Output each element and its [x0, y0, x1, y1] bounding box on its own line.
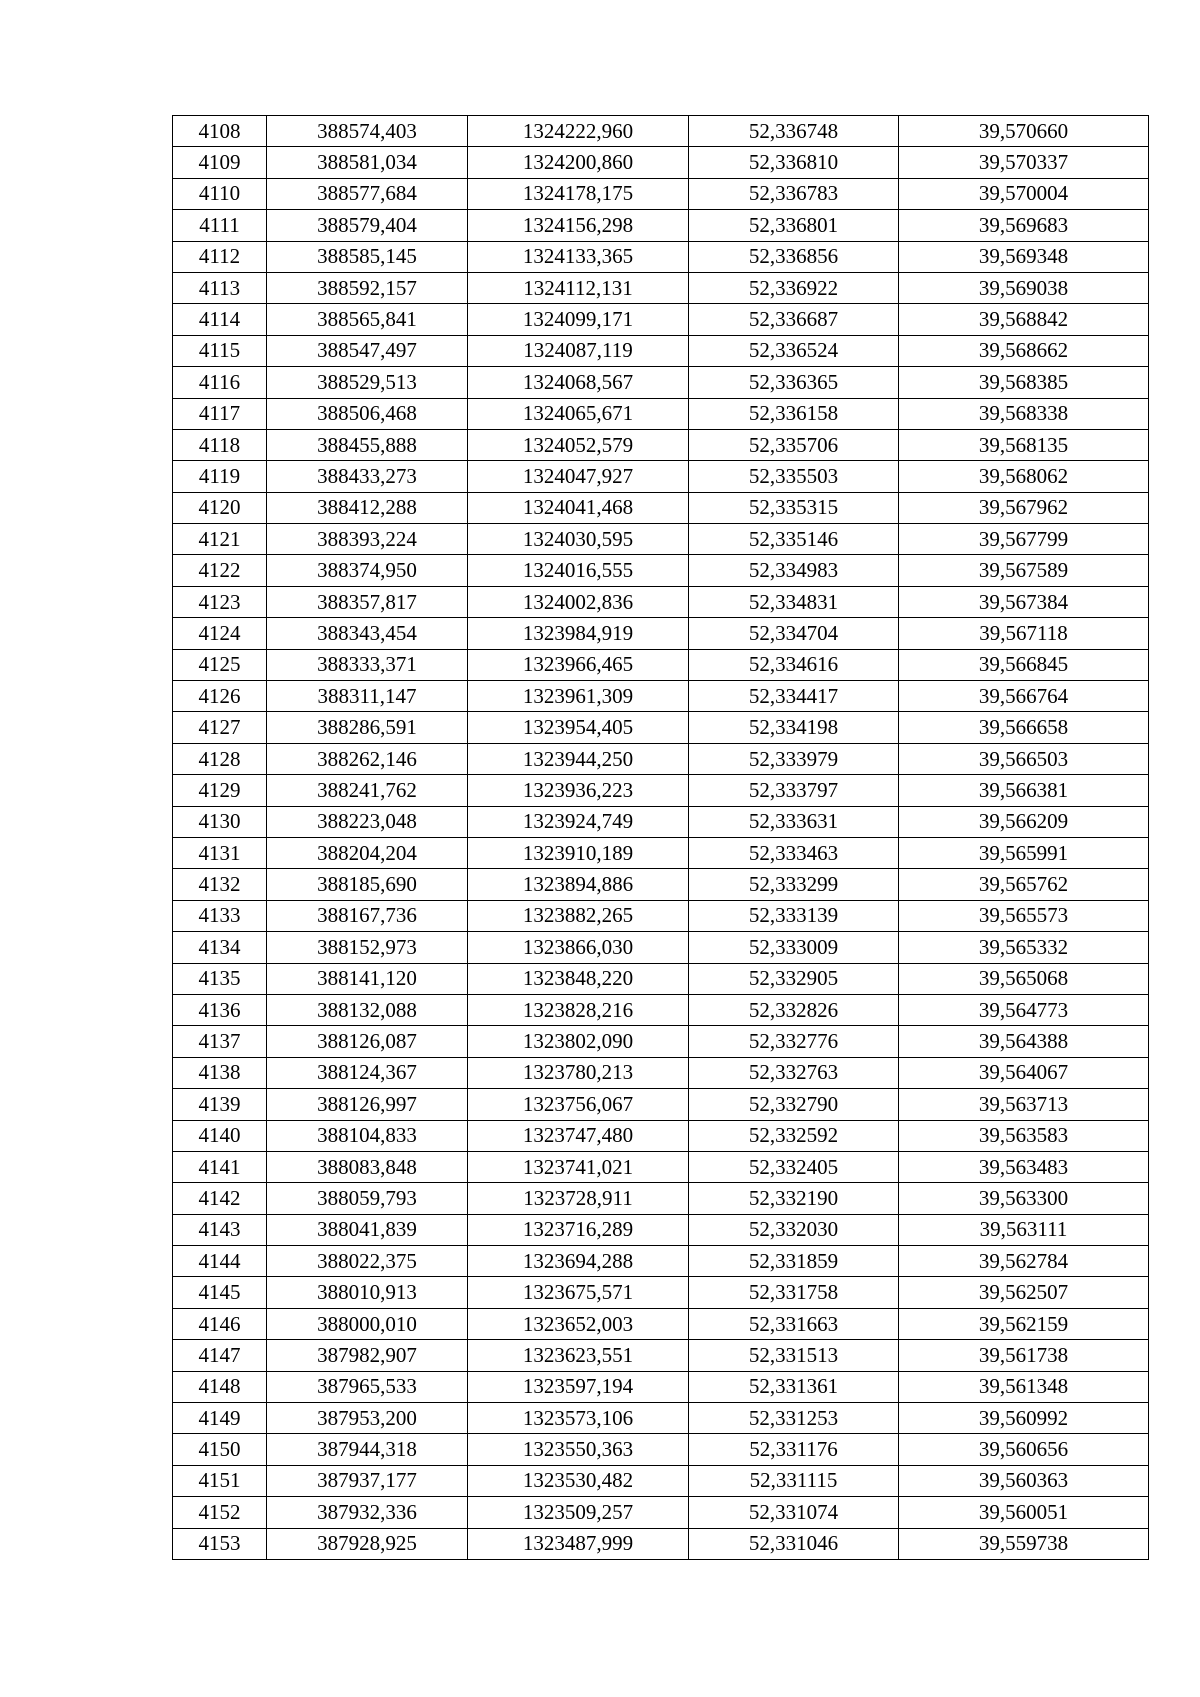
x-coordinate-cell: 388585,145 — [267, 241, 468, 272]
latitude-cell: 52,331663 — [689, 1308, 899, 1339]
y-coordinate-cell: 1323573,106 — [468, 1403, 689, 1434]
y-coordinate-cell: 1323728,911 — [468, 1183, 689, 1214]
y-coordinate-cell: 1324087,119 — [468, 335, 689, 366]
y-coordinate-cell: 1323944,250 — [468, 743, 689, 774]
x-coordinate-cell: 388126,087 — [267, 1026, 468, 1057]
point-number-cell: 4138 — [173, 1057, 267, 1088]
latitude-cell: 52,331115 — [689, 1465, 899, 1496]
point-number-cell: 4150 — [173, 1434, 267, 1465]
y-coordinate-cell: 1323882,265 — [468, 900, 689, 931]
point-number-cell: 4109 — [173, 147, 267, 178]
longitude-cell: 39,562784 — [899, 1246, 1149, 1277]
y-coordinate-cell: 1323910,189 — [468, 837, 689, 868]
x-coordinate-cell: 388104,833 — [267, 1120, 468, 1151]
point-number-cell: 4142 — [173, 1183, 267, 1214]
longitude-cell: 39,566845 — [899, 649, 1149, 680]
table-row — [173, 524, 1149, 555]
x-coordinate-cell: 388262,146 — [267, 743, 468, 774]
point-number-cell: 4113 — [173, 272, 267, 303]
longitude-cell: 39,569683 — [899, 210, 1149, 241]
table-row — [173, 1403, 1149, 1434]
latitude-cell: 52,331859 — [689, 1246, 899, 1277]
latitude-cell: 52,336801 — [689, 210, 899, 241]
y-coordinate-cell: 1324068,567 — [468, 367, 689, 398]
latitude-cell: 52,336687 — [689, 304, 899, 335]
latitude-cell: 52,334704 — [689, 618, 899, 649]
latitude-cell: 52,333299 — [689, 869, 899, 900]
point-number-cell: 4133 — [173, 900, 267, 931]
table-row — [173, 1151, 1149, 1182]
point-number-cell: 4148 — [173, 1371, 267, 1402]
latitude-cell: 52,332592 — [689, 1120, 899, 1151]
longitude-cell: 39,560992 — [899, 1403, 1149, 1434]
longitude-cell: 39,567384 — [899, 586, 1149, 617]
longitude-cell: 39,569348 — [899, 241, 1149, 272]
longitude-cell: 39,563300 — [899, 1183, 1149, 1214]
point-number-cell: 4139 — [173, 1089, 267, 1120]
y-coordinate-cell: 1323597,194 — [468, 1371, 689, 1402]
x-coordinate-cell: 388124,367 — [267, 1057, 468, 1088]
x-coordinate-cell: 388333,371 — [267, 649, 468, 680]
x-coordinate-cell: 388167,736 — [267, 900, 468, 931]
latitude-cell: 52,332030 — [689, 1214, 899, 1245]
x-coordinate-cell: 388357,817 — [267, 586, 468, 617]
longitude-cell: 39,560051 — [899, 1497, 1149, 1528]
table-row — [173, 775, 1149, 806]
table-row — [173, 398, 1149, 429]
x-coordinate-cell: 388547,497 — [267, 335, 468, 366]
coordinates-table — [172, 115, 1149, 1560]
y-coordinate-cell: 1323954,405 — [468, 712, 689, 743]
latitude-cell: 52,336365 — [689, 367, 899, 398]
x-coordinate-cell: 388141,120 — [267, 963, 468, 994]
table-row — [173, 1089, 1149, 1120]
longitude-cell: 39,563713 — [899, 1089, 1149, 1120]
y-coordinate-cell: 1323675,571 — [468, 1277, 689, 1308]
table-row — [173, 681, 1149, 712]
point-number-cell: 4131 — [173, 837, 267, 868]
latitude-cell: 52,334983 — [689, 555, 899, 586]
point-number-cell: 4117 — [173, 398, 267, 429]
x-coordinate-cell: 387928,925 — [267, 1528, 468, 1559]
table-row — [173, 618, 1149, 649]
x-coordinate-cell: 388223,048 — [267, 806, 468, 837]
table-row — [173, 1246, 1149, 1277]
y-coordinate-cell: 1324065,671 — [468, 398, 689, 429]
latitude-cell: 52,331361 — [689, 1371, 899, 1402]
x-coordinate-cell: 388412,288 — [267, 492, 468, 523]
point-number-cell: 4130 — [173, 806, 267, 837]
latitude-cell: 52,336856 — [689, 241, 899, 272]
table-row — [173, 429, 1149, 460]
table-row — [173, 1183, 1149, 1214]
table-row — [173, 900, 1149, 931]
longitude-cell: 39,560656 — [899, 1434, 1149, 1465]
longitude-cell: 39,566209 — [899, 806, 1149, 837]
table-row — [173, 210, 1149, 241]
point-number-cell: 4114 — [173, 304, 267, 335]
table-row — [173, 586, 1149, 617]
table-row — [173, 1277, 1149, 1308]
table-row — [173, 932, 1149, 963]
longitude-cell: 39,567799 — [899, 524, 1149, 555]
longitude-cell: 39,561348 — [899, 1371, 1149, 1402]
point-number-cell: 4115 — [173, 335, 267, 366]
table-row — [173, 806, 1149, 837]
longitude-cell: 39,568385 — [899, 367, 1149, 398]
x-coordinate-cell: 388041,839 — [267, 1214, 468, 1245]
point-number-cell: 4149 — [173, 1403, 267, 1434]
longitude-cell: 39,563483 — [899, 1151, 1149, 1182]
x-coordinate-cell: 388506,468 — [267, 398, 468, 429]
longitude-cell: 39,567118 — [899, 618, 1149, 649]
x-coordinate-cell: 388577,684 — [267, 178, 468, 209]
y-coordinate-cell: 1323756,067 — [468, 1089, 689, 1120]
longitude-cell: 39,560363 — [899, 1465, 1149, 1496]
table-row — [173, 461, 1149, 492]
latitude-cell: 52,335146 — [689, 524, 899, 555]
longitude-cell: 39,568662 — [899, 335, 1149, 366]
y-coordinate-cell: 1323780,213 — [468, 1057, 689, 1088]
longitude-cell: 39,564773 — [899, 994, 1149, 1025]
x-coordinate-cell: 387982,907 — [267, 1340, 468, 1371]
y-coordinate-cell: 1323623,551 — [468, 1340, 689, 1371]
x-coordinate-cell: 388433,273 — [267, 461, 468, 492]
x-coordinate-cell: 387937,177 — [267, 1465, 468, 1496]
longitude-cell: 39,565068 — [899, 963, 1149, 994]
point-number-cell: 4147 — [173, 1340, 267, 1371]
table-row — [173, 1057, 1149, 1088]
x-coordinate-cell: 388152,973 — [267, 932, 468, 963]
y-coordinate-cell: 1324016,555 — [468, 555, 689, 586]
coordinates-table-body — [173, 116, 1149, 1560]
longitude-cell: 39,559738 — [899, 1528, 1149, 1559]
table-row — [173, 335, 1149, 366]
point-number-cell: 4120 — [173, 492, 267, 523]
latitude-cell: 52,332405 — [689, 1151, 899, 1182]
point-number-cell: 4128 — [173, 743, 267, 774]
x-coordinate-cell: 388565,841 — [267, 304, 468, 335]
latitude-cell: 52,333797 — [689, 775, 899, 806]
latitude-cell: 52,336158 — [689, 398, 899, 429]
y-coordinate-cell: 1323509,257 — [468, 1497, 689, 1528]
table-row — [173, 367, 1149, 398]
table-row — [173, 837, 1149, 868]
longitude-cell: 39,567962 — [899, 492, 1149, 523]
latitude-cell: 52,333463 — [689, 837, 899, 868]
y-coordinate-cell: 1323530,482 — [468, 1465, 689, 1496]
point-number-cell: 4135 — [173, 963, 267, 994]
longitude-cell: 39,570337 — [899, 147, 1149, 178]
longitude-cell: 39,566381 — [899, 775, 1149, 806]
point-number-cell: 4145 — [173, 1277, 267, 1308]
y-coordinate-cell: 1323694,288 — [468, 1246, 689, 1277]
point-number-cell: 4116 — [173, 367, 267, 398]
latitude-cell: 52,332190 — [689, 1183, 899, 1214]
y-coordinate-cell: 1324052,579 — [468, 429, 689, 460]
y-coordinate-cell: 1323936,223 — [468, 775, 689, 806]
latitude-cell: 52,336810 — [689, 147, 899, 178]
latitude-cell: 52,332763 — [689, 1057, 899, 1088]
latitude-cell: 52,331513 — [689, 1340, 899, 1371]
latitude-cell: 52,333979 — [689, 743, 899, 774]
y-coordinate-cell: 1324047,927 — [468, 461, 689, 492]
longitude-cell: 39,568842 — [899, 304, 1149, 335]
longitude-cell: 39,562159 — [899, 1308, 1149, 1339]
longitude-cell: 39,565332 — [899, 932, 1149, 963]
y-coordinate-cell: 1324002,836 — [468, 586, 689, 617]
table-row — [173, 116, 1149, 147]
x-coordinate-cell: 388529,513 — [267, 367, 468, 398]
y-coordinate-cell: 1323550,363 — [468, 1434, 689, 1465]
point-number-cell: 4140 — [173, 1120, 267, 1151]
table-row — [173, 649, 1149, 680]
y-coordinate-cell: 1323848,220 — [468, 963, 689, 994]
x-coordinate-cell: 387932,336 — [267, 1497, 468, 1528]
table-row — [173, 304, 1149, 335]
table-row — [173, 994, 1149, 1025]
longitude-cell: 39,566658 — [899, 712, 1149, 743]
longitude-cell: 39,569038 — [899, 272, 1149, 303]
table-row — [173, 1465, 1149, 1496]
y-coordinate-cell: 1324178,175 — [468, 178, 689, 209]
y-coordinate-cell: 1323866,030 — [468, 932, 689, 963]
y-coordinate-cell: 1323966,465 — [468, 649, 689, 680]
point-number-cell: 4141 — [173, 1151, 267, 1182]
x-coordinate-cell: 388083,848 — [267, 1151, 468, 1182]
latitude-cell: 52,334198 — [689, 712, 899, 743]
y-coordinate-cell: 1324133,365 — [468, 241, 689, 272]
point-number-cell: 4144 — [173, 1246, 267, 1277]
longitude-cell: 39,568338 — [899, 398, 1149, 429]
longitude-cell: 39,565573 — [899, 900, 1149, 931]
x-coordinate-cell: 388374,950 — [267, 555, 468, 586]
longitude-cell: 39,563583 — [899, 1120, 1149, 1151]
x-coordinate-cell: 388000,010 — [267, 1308, 468, 1339]
x-coordinate-cell: 388126,997 — [267, 1089, 468, 1120]
latitude-cell: 52,334831 — [689, 586, 899, 617]
point-number-cell: 4152 — [173, 1497, 267, 1528]
y-coordinate-cell: 1324030,595 — [468, 524, 689, 555]
longitude-cell: 39,561738 — [899, 1340, 1149, 1371]
y-coordinate-cell: 1323961,309 — [468, 681, 689, 712]
longitude-cell: 39,566503 — [899, 743, 1149, 774]
point-number-cell: 4129 — [173, 775, 267, 806]
point-number-cell: 4123 — [173, 586, 267, 617]
x-coordinate-cell: 388455,888 — [267, 429, 468, 460]
longitude-cell: 39,570660 — [899, 116, 1149, 147]
latitude-cell: 52,336783 — [689, 178, 899, 209]
latitude-cell: 52,333009 — [689, 932, 899, 963]
point-number-cell: 4111 — [173, 210, 267, 241]
table-row — [173, 1497, 1149, 1528]
point-number-cell: 4137 — [173, 1026, 267, 1057]
y-coordinate-cell: 1324041,468 — [468, 492, 689, 523]
latitude-cell: 52,335503 — [689, 461, 899, 492]
table-row — [173, 555, 1149, 586]
longitude-cell: 39,562507 — [899, 1277, 1149, 1308]
x-coordinate-cell: 388393,224 — [267, 524, 468, 555]
point-number-cell: 4132 — [173, 869, 267, 900]
x-coordinate-cell: 387944,318 — [267, 1434, 468, 1465]
table-row — [173, 178, 1149, 209]
table-row — [173, 1026, 1149, 1057]
table-row — [173, 1214, 1149, 1245]
latitude-cell: 52,336922 — [689, 272, 899, 303]
table-row — [173, 1371, 1149, 1402]
point-number-cell: 4119 — [173, 461, 267, 492]
point-number-cell: 4127 — [173, 712, 267, 743]
table-row — [173, 272, 1149, 303]
point-number-cell: 4136 — [173, 994, 267, 1025]
y-coordinate-cell: 1324156,298 — [468, 210, 689, 241]
latitude-cell: 52,331758 — [689, 1277, 899, 1308]
y-coordinate-cell: 1324112,131 — [468, 272, 689, 303]
point-number-cell: 4110 — [173, 178, 267, 209]
y-coordinate-cell: 1324222,960 — [468, 116, 689, 147]
x-coordinate-cell: 388204,204 — [267, 837, 468, 868]
point-number-cell: 4124 — [173, 618, 267, 649]
point-number-cell: 4125 — [173, 649, 267, 680]
point-number-cell: 4134 — [173, 932, 267, 963]
latitude-cell: 52,332905 — [689, 963, 899, 994]
point-number-cell: 4153 — [173, 1528, 267, 1559]
y-coordinate-cell: 1323747,480 — [468, 1120, 689, 1151]
latitude-cell: 52,331253 — [689, 1403, 899, 1434]
longitude-cell: 39,565762 — [899, 869, 1149, 900]
y-coordinate-cell: 1323894,886 — [468, 869, 689, 900]
x-coordinate-cell: 388241,762 — [267, 775, 468, 806]
longitude-cell: 39,564388 — [899, 1026, 1149, 1057]
table-row — [173, 492, 1149, 523]
longitude-cell: 39,570004 — [899, 178, 1149, 209]
point-number-cell: 4122 — [173, 555, 267, 586]
table-row — [173, 963, 1149, 994]
y-coordinate-cell: 1324200,860 — [468, 147, 689, 178]
longitude-cell: 39,568062 — [899, 461, 1149, 492]
latitude-cell: 52,332790 — [689, 1089, 899, 1120]
x-coordinate-cell: 388574,403 — [267, 116, 468, 147]
table-row — [173, 743, 1149, 774]
longitude-cell: 39,565991 — [899, 837, 1149, 868]
y-coordinate-cell: 1323924,749 — [468, 806, 689, 837]
longitude-cell: 39,564067 — [899, 1057, 1149, 1088]
point-number-cell: 4146 — [173, 1308, 267, 1339]
x-coordinate-cell: 388185,690 — [267, 869, 468, 900]
longitude-cell: 39,563111 — [899, 1214, 1149, 1245]
latitude-cell: 52,336748 — [689, 116, 899, 147]
latitude-cell: 52,333139 — [689, 900, 899, 931]
x-coordinate-cell: 388010,913 — [267, 1277, 468, 1308]
x-coordinate-cell: 388132,088 — [267, 994, 468, 1025]
x-coordinate-cell: 388286,591 — [267, 712, 468, 743]
point-number-cell: 4126 — [173, 681, 267, 712]
x-coordinate-cell: 387953,200 — [267, 1403, 468, 1434]
table-row — [173, 869, 1149, 900]
point-number-cell: 4121 — [173, 524, 267, 555]
point-number-cell: 4112 — [173, 241, 267, 272]
point-number-cell: 4151 — [173, 1465, 267, 1496]
x-coordinate-cell: 388579,404 — [267, 210, 468, 241]
latitude-cell: 52,332776 — [689, 1026, 899, 1057]
table-row — [173, 241, 1149, 272]
latitude-cell: 52,334417 — [689, 681, 899, 712]
latitude-cell: 52,335315 — [689, 492, 899, 523]
longitude-cell: 39,566764 — [899, 681, 1149, 712]
x-coordinate-cell: 388311,147 — [267, 681, 468, 712]
point-number-cell: 4108 — [173, 116, 267, 147]
point-number-cell: 4118 — [173, 429, 267, 460]
latitude-cell: 52,332826 — [689, 994, 899, 1025]
y-coordinate-cell: 1323984,919 — [468, 618, 689, 649]
table-row — [173, 1340, 1149, 1371]
latitude-cell: 52,331074 — [689, 1497, 899, 1528]
table-row — [173, 1434, 1149, 1465]
x-coordinate-cell: 388059,793 — [267, 1183, 468, 1214]
latitude-cell: 52,334616 — [689, 649, 899, 680]
x-coordinate-cell: 388343,454 — [267, 618, 468, 649]
y-coordinate-cell: 1323828,216 — [468, 994, 689, 1025]
x-coordinate-cell: 388022,375 — [267, 1246, 468, 1277]
table-row — [173, 1120, 1149, 1151]
latitude-cell: 52,331176 — [689, 1434, 899, 1465]
longitude-cell: 39,568135 — [899, 429, 1149, 460]
latitude-cell: 52,335706 — [689, 429, 899, 460]
y-coordinate-cell: 1324099,171 — [468, 304, 689, 335]
table-row — [173, 1528, 1149, 1559]
table-row — [173, 1308, 1149, 1339]
latitude-cell: 52,331046 — [689, 1528, 899, 1559]
y-coordinate-cell: 1323652,003 — [468, 1308, 689, 1339]
y-coordinate-cell: 1323487,999 — [468, 1528, 689, 1559]
x-coordinate-cell: 387965,533 — [267, 1371, 468, 1402]
latitude-cell: 52,333631 — [689, 806, 899, 837]
point-number-cell: 4143 — [173, 1214, 267, 1245]
table-row — [173, 712, 1149, 743]
y-coordinate-cell: 1323716,289 — [468, 1214, 689, 1245]
longitude-cell: 39,567589 — [899, 555, 1149, 586]
x-coordinate-cell: 388581,034 — [267, 147, 468, 178]
y-coordinate-cell: 1323802,090 — [468, 1026, 689, 1057]
table-row — [173, 147, 1149, 178]
latitude-cell: 52,336524 — [689, 335, 899, 366]
y-coordinate-cell: 1323741,021 — [468, 1151, 689, 1182]
x-coordinate-cell: 388592,157 — [267, 272, 468, 303]
